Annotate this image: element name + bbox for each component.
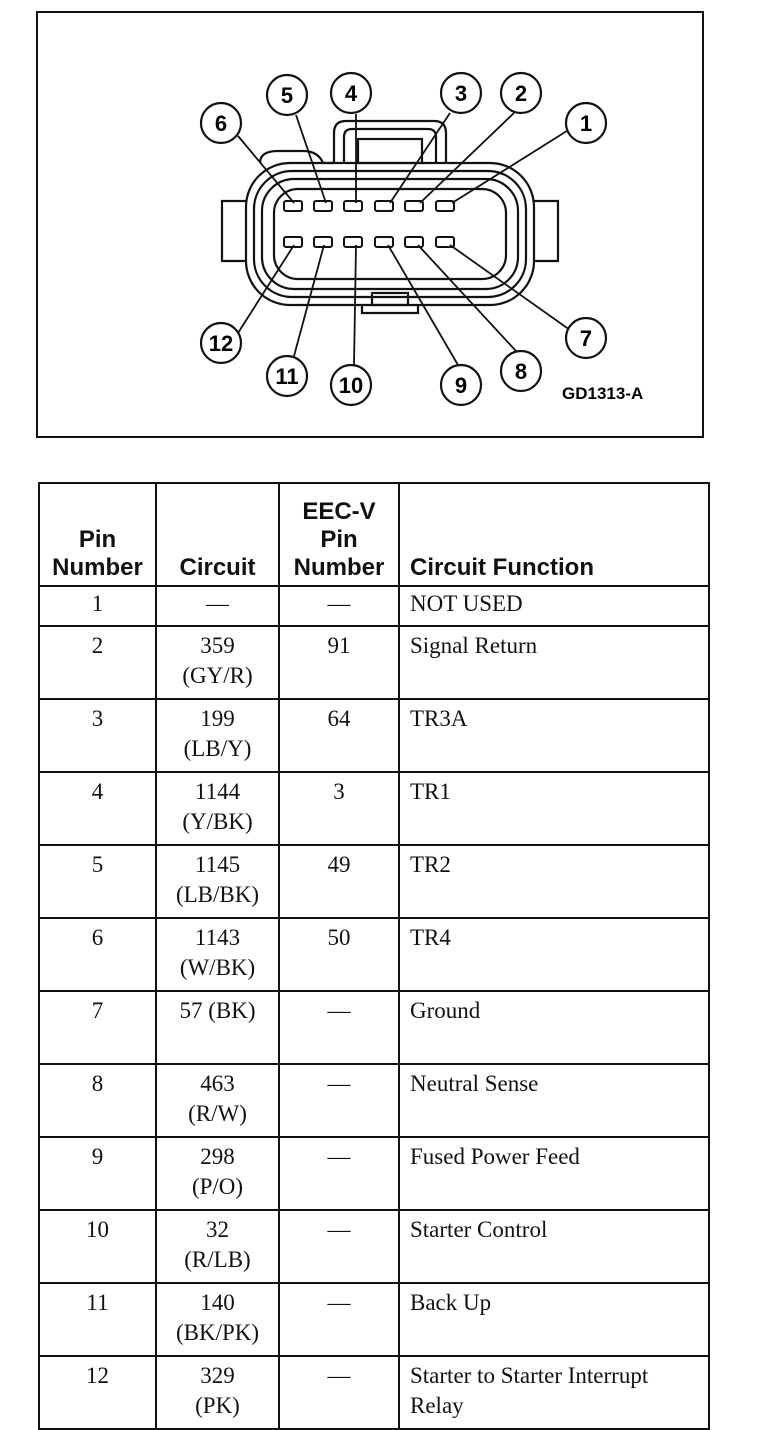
circuit-value: (PK) (195, 1393, 240, 1418)
pin-callout-label: 4 (344, 81, 358, 106)
eec-pin-value: — (327, 998, 351, 1023)
circuit-value: 359 (200, 633, 235, 658)
function-value: Starter Control (410, 1217, 548, 1242)
pin-number-value: 11 (86, 1290, 109, 1315)
circuit-value: 57 (BK) (179, 998, 256, 1023)
function-value: Back Up (410, 1290, 492, 1315)
table-row (39, 1356, 709, 1429)
cell-pin-number (39, 1356, 156, 1429)
cell-circuit-function (399, 626, 709, 699)
pin-number-value: 7 (91, 998, 104, 1023)
eec-pin-value: 91 (327, 633, 351, 658)
pin-callout-label: 10 (338, 373, 364, 398)
eec-pin-value: — (327, 1144, 351, 1169)
pin-number-value: 4 (91, 779, 104, 804)
pin-number-value: 12 (86, 1363, 109, 1388)
table-row (39, 626, 709, 699)
pin-number-value: 2 (91, 633, 104, 658)
function-value: NOT USED (410, 591, 523, 616)
header-pin-number-line1: Pin (78, 526, 117, 553)
cell-circuit (156, 1210, 279, 1283)
pin-callout-2 (501, 73, 541, 113)
header-eec-line2: Pin (320, 526, 358, 553)
table-body (39, 586, 709, 1429)
table-row (39, 1137, 709, 1210)
function-value: Neutral Sense (410, 1071, 539, 1096)
pin-slot-9 (375, 237, 393, 247)
table-row (39, 1283, 709, 1356)
header-circuit (156, 483, 279, 586)
cell-circuit (156, 845, 279, 918)
cell-circuit-function (399, 845, 709, 918)
header-eec-line1: EEC-V (302, 498, 376, 525)
cell-circuit-function (399, 772, 709, 845)
cell-pin-number (39, 586, 156, 626)
cell-eec-pin-number (279, 699, 399, 772)
header-eec-pin-number (279, 483, 399, 586)
pin-slot-8 (405, 237, 423, 247)
eec-pin-value: — (327, 1363, 351, 1388)
function-value: Fused Power Feed (410, 1144, 580, 1169)
pin-callout-label: 5 (280, 83, 294, 108)
eec-pin-value: 64 (327, 706, 351, 731)
circuit-value: 140 (200, 1290, 235, 1315)
circuit-value: — (206, 591, 229, 616)
cell-pin-number (39, 1283, 156, 1356)
connector-diagram (36, 11, 704, 438)
function-value: Ground (410, 998, 481, 1023)
header-function-label: Circuit Function (410, 554, 594, 581)
cell-circuit (156, 1064, 279, 1137)
cell-eec-pin-number (279, 1064, 399, 1137)
pin-callout-label: 12 (208, 331, 234, 356)
circuit-value: (LB/Y) (183, 736, 252, 761)
cell-circuit (156, 772, 279, 845)
circuit-value: 199 (200, 706, 235, 731)
pin-callout-label: 6 (214, 111, 228, 136)
pin-callout-4 (331, 73, 371, 113)
circuit-value: 1145 (194, 852, 241, 877)
table-header-row (39, 483, 709, 586)
circuit-value: (BK/PK) (175, 1320, 260, 1345)
pin-callout-label: 9 (454, 373, 468, 398)
table-row (39, 699, 709, 772)
connector-housing (222, 121, 558, 313)
cell-pin-number (39, 991, 156, 1064)
pin-slot-5 (314, 201, 332, 211)
function-value: TR3A (410, 706, 468, 731)
cell-circuit (156, 1283, 279, 1356)
cell-circuit-function (399, 699, 709, 772)
function-value: Starter to Starter Interrupt (410, 1363, 649, 1388)
header-circuit-label: Circuit (179, 554, 256, 581)
cell-circuit (156, 586, 279, 626)
table-row (39, 586, 709, 626)
function-value: TR2 (410, 852, 451, 877)
cell-circuit-function (399, 1137, 709, 1210)
circuit-value: (P/O) (191, 1174, 244, 1199)
connector-drawing (38, 13, 702, 436)
cell-pin-number (39, 1064, 156, 1137)
pin-number-value: 5 (91, 852, 104, 877)
cell-eec-pin-number (279, 626, 399, 699)
function-value: Relay (410, 1393, 464, 1418)
circuit-value: (GY/R) (182, 663, 253, 688)
table-row (39, 845, 709, 918)
cell-circuit (156, 918, 279, 991)
eec-pin-value: — (327, 1290, 351, 1315)
cell-circuit-function (399, 1283, 709, 1356)
housing-outer-shell (246, 163, 534, 305)
circuit-value: (R/W) (188, 1101, 247, 1126)
header-pin-number (39, 483, 156, 586)
cell-circuit-function (399, 918, 709, 991)
circuit-value: 1144 (194, 779, 241, 804)
pin-callout-7 (566, 318, 606, 358)
pin-number-value: 10 (86, 1217, 109, 1242)
function-value: Signal Return (410, 633, 538, 658)
cell-circuit-function (399, 1210, 709, 1283)
circuit-value: 1143 (194, 925, 241, 950)
circuit-value: (W/BK) (179, 955, 256, 980)
cell-circuit-function (399, 1356, 709, 1429)
cell-eec-pin-number (279, 991, 399, 1064)
cell-circuit (156, 626, 279, 699)
cell-pin-number (39, 845, 156, 918)
pin-callout-8 (501, 351, 541, 391)
cell-eec-pin-number (279, 918, 399, 991)
pin-callout-label: 8 (514, 359, 528, 384)
cell-pin-number (39, 1210, 156, 1283)
eec-pin-value: — (327, 1217, 351, 1242)
pin-callout-11 (267, 356, 307, 396)
cell-circuit (156, 699, 279, 772)
pin-number-value: 3 (91, 706, 104, 731)
table-row (39, 1210, 709, 1283)
housing-inner-shell (262, 179, 518, 289)
cell-pin-number (39, 626, 156, 699)
circuit-value: (R/LB) (184, 1247, 251, 1272)
pin-slot-10 (344, 237, 362, 247)
pin-number-value: 9 (91, 1144, 104, 1169)
cell-pin-number (39, 699, 156, 772)
cell-pin-number (39, 772, 156, 845)
eec-pin-value: 49 (327, 852, 351, 877)
header-eec-line3: Number (293, 554, 385, 581)
pin-callout-3 (441, 73, 481, 113)
cell-eec-pin-number (279, 772, 399, 845)
cell-eec-pin-number (279, 1137, 399, 1210)
pin-number-value: 6 (91, 925, 104, 950)
pin-callout-label: 7 (579, 326, 593, 351)
pin-callout-12 (201, 323, 241, 363)
cell-eec-pin-number (279, 1356, 399, 1429)
eec-pin-value: — (327, 1071, 351, 1096)
circuit-value: 329 (200, 1363, 235, 1388)
circuit-value: (LB/BK) (175, 882, 260, 907)
locking-tab (334, 121, 446, 163)
pin-callout-10 (331, 365, 371, 405)
cell-circuit-function (399, 991, 709, 1064)
header-pin-number-line2: Number (52, 554, 143, 581)
circuit-value: 32 (206, 1217, 229, 1242)
header-circuit-function (399, 483, 709, 586)
pin-slot-4 (344, 201, 362, 211)
cell-circuit (156, 1356, 279, 1429)
cell-circuit (156, 991, 279, 1064)
cell-eec-pin-number (279, 586, 399, 626)
pin-slot-1 (436, 201, 454, 211)
pin-number-value: 1 (91, 591, 104, 616)
cell-eec-pin-number (279, 845, 399, 918)
pin-number-value: 8 (91, 1071, 104, 1096)
cell-eec-pin-number (279, 1210, 399, 1283)
cell-pin-number (39, 1137, 156, 1210)
pin-callout-label: 11 (275, 364, 299, 389)
eec-pin-value: 3 (333, 779, 345, 804)
circuit-value: 463 (200, 1071, 235, 1096)
cell-pin-number (39, 918, 156, 991)
eec-pin-value: — (327, 591, 351, 616)
table-row (39, 991, 709, 1064)
circuit-value: 298 (200, 1144, 235, 1169)
pin-callout-6 (201, 103, 241, 143)
eec-pin-value: 50 (327, 925, 351, 950)
figure-code: GD1313-A (562, 384, 644, 403)
function-value: TR1 (410, 779, 451, 804)
cell-circuit (156, 1137, 279, 1210)
cell-circuit-function (399, 1064, 709, 1137)
pin-callout-5 (267, 75, 307, 115)
cell-eec-pin-number (279, 1283, 399, 1356)
circuit-value: (Y/BK) (182, 809, 253, 834)
function-value: TR4 (410, 925, 451, 950)
table-row (39, 772, 709, 845)
table-row (39, 918, 709, 991)
pin-callout-label: 2 (514, 81, 528, 106)
cell-circuit-function (399, 586, 709, 626)
table-row (39, 1064, 709, 1137)
pin-callout-9 (441, 365, 481, 405)
pin-table (38, 482, 710, 1430)
pin-callout-label: 1 (579, 111, 593, 136)
pin-callout-label: 3 (454, 81, 468, 106)
pin-callout-1 (566, 103, 606, 143)
